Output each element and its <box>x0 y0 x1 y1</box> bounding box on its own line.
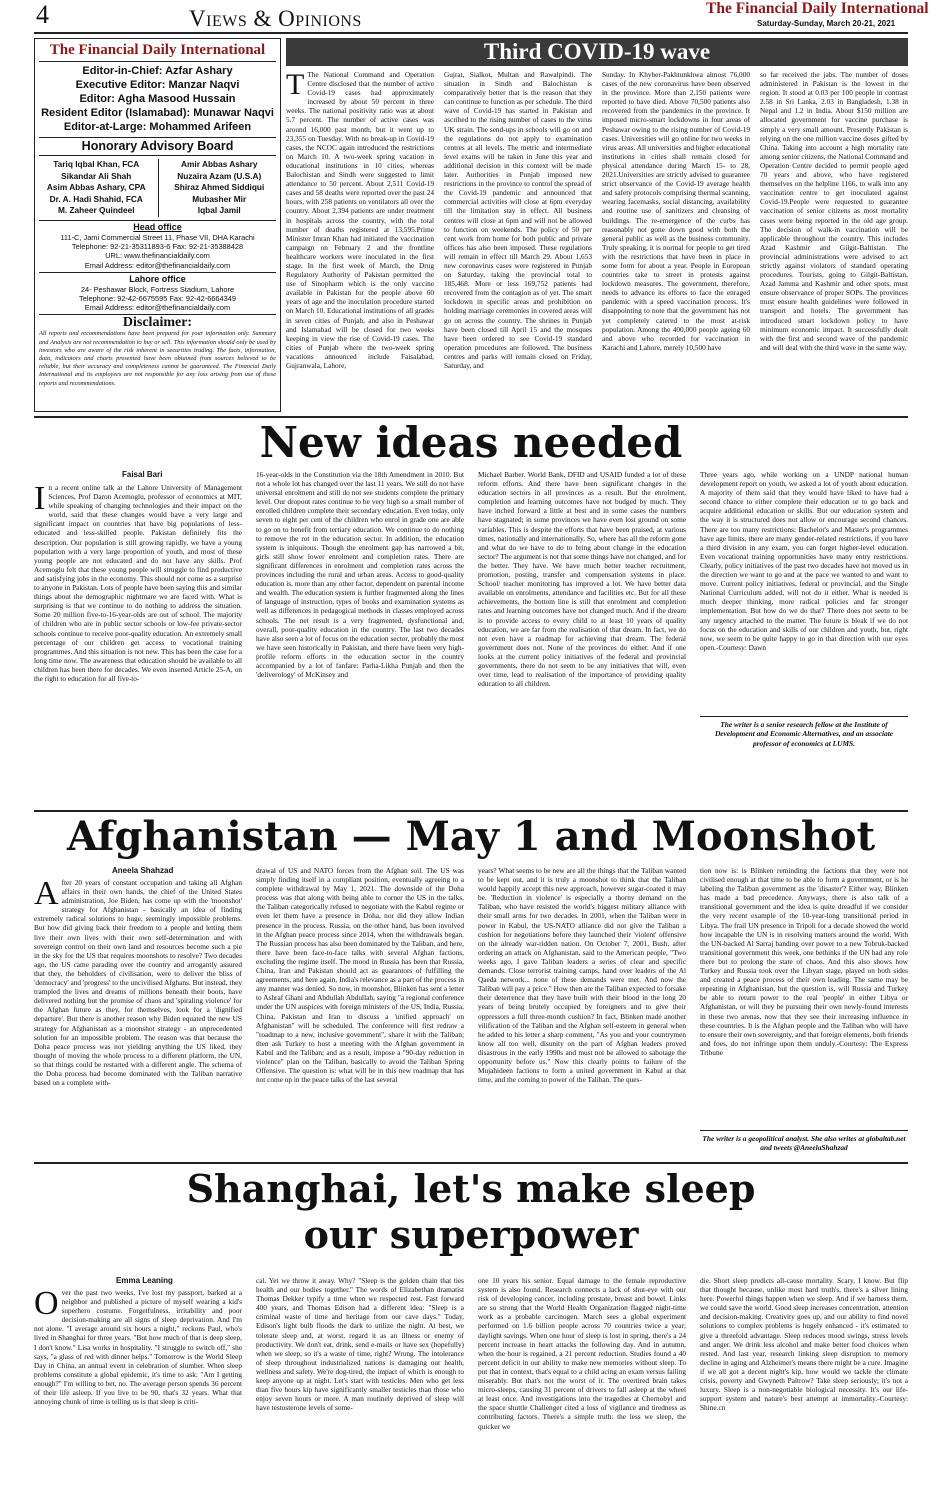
section-rule <box>34 1162 908 1164</box>
head-office-line: Telephone: 92-21-35311893-6 Fax: 92-21-35388428 <box>71 242 244 252</box>
article-headline: New ideas needed <box>259 418 683 467</box>
advisory-board <box>35 156 280 217</box>
board-member: Mubasher Mir <box>192 193 247 204</box>
article-headline-line-1: Shanghai, let's make sleep <box>186 1166 756 1211</box>
article-col-1: In a recent online talk at the Lahore University of Management Sciences, Prof Daron Acemoglu, professor of economics at MIT, while speaking of changing technologies and their impact on the world, said that these changes would have a very large and significant impact on countries that have big populations of less-educated and less-skilled people. Pakistan definitely fits the description. Our population is still growing rapidly, we have a young population with a very large proportion of youth, and most of these young people are not educated and do not have any skills. Prof Acemoglu felt that these young people will struggle to find productive and satisfying jobs in the economy. This should not come as a surprise to anyone in Pakistan. Lots of people have been saying this and similar things about the demographic nightmare we are faced with. What is surprising is that we continue to do nothing to address the situation. Some 20 million five-to-16-year-olds are out of school. The majority of children who are in public sector schools or low-fee private-sector schools continue to receive poor-quality education. An extremely small percentage of our children get access to vocational training programmes. And this situation is not new. This has been the case for a long time now. The awareness that education should be available to all children has been there for decades. We even inserted Article 25-A, on the right to education for all five-to- <box>34 483 242 683</box>
executive-editor: Executive Editor: Manzar Naqvi <box>75 79 240 91</box>
article-col-3: years? What seems to be new are all the things that the Taliban wanted to be kept out, and it is truly a moonshot to think that the Taliban would happily accept this new approach, however sugar-coated it may be. 'Reduction in violence' is especially a thorny demand on the Taliban, who have resisted the world's biggest military alliance with their small arms for two decades. In 2001, when the Taliban were in power in Kabul, the US-NATO alliance did not give the Taliban a cushion for negotiations before they launched their 'violent' offensive on the already war-ridden nation. On October 7, 2001, Bush, after ordering an attack on Afghanistan, said to the American people, "Two weeks ago, I gave Taliban leaders a series of clear and specific demands. Close terrorist training camps, hand over leaders of the Al Qaeda network... none of these demands were met. And now the Taliban will pay a price." How then are the Taliban expected to forsake their deterrence that they have built with their blood in the long 20 years of being brutely occupied by foreigners and to give their oppressors a full three-month cushion? In fact, Blinken made another vilification of the Taliban and the Afghan self-esteem in general when he added to his letter a sharp comment, "As you and your countrymen know all too well, disunity on the part of Afghan leaders proved disastrous in the early 1990s and must not be allowed to sabotage the opportunity before us." Now this clearly points to failure of the Mujahideen factions to form a united government in Kabul at that time, and the coming to power of the Taliban. The ques- <box>478 866 686 1085</box>
board-member: M. Zaheer Quindeel <box>57 205 135 216</box>
editorial-col-3: Sunday. In Khyber-Pakhtunkhwa almost 76,000 cases of the new coronavirus have been observed in the province. More than 2,150 patients were reported to have died. Above 70,500 patients also recovered from the pandemics in the province. It imposed micro-smart lockdowns in four areas of Peshawar owing to the rising number of Covid-19 cases. Universities will go online for two weeks in virus areas. All universities and higher educational institutions in cities shall remain closed for physical attendance during March 15- to 28, 2021.Universities are strictly advised to guarantee strict observance of the Covid-19 average health and safety protocols comprising thermal scanning, wearing facemasks, social distancing, availability and routine use of sanitizers and cleansing of buildings. The re-emergence of the curbs has reasonably not gone down good with both the general public as well as the business community. Truly speaking, it is normal for people to get tired with the restrictions that have been in place in some form for about a year. People in European countries take to street in protests against lockdown measures. The government, therefore, needs to advance its efforts to face the enraged pandemic with a speed vaccination process. It's disappointing to note that the government has not yet completely catered to the most at-risk population. Among the 400,000 people ageing 60 and above who recorded for vaccination in Karachi and Lahore, merely 10,500 have <box>602 70 750 352</box>
masthead-box <box>34 38 281 412</box>
disclaimer-text: All reports and recommendations have been prepared for your information only. Summary and Analysis are not recommendation to buy or sell. This information should only be used by investors who are aware of the risk inherent in securities trading. The facts, information, data, indicators and charts presented have been obtained from sources believed to be reliable, but their accuracy and completeness cannot be guaranteed. The Financial Daily International and its employees are not responsible for any loss arising from use of these reports and recommendations. <box>39 330 276 387</box>
head-office-line: 111-C, Jami Commercial Street 11, Phase VII, DHA Karachi <box>60 232 255 242</box>
article-col-1: After 20 years of constant occupation and taking all Afghan affairs in their own hands, the chief of the United States administration, Joe Biden, has come up with the 'moonshot' strategy for Afghanistan - basically an idea of finding extremely radical solutions to huge, seemingly impossible problems. But how did giving back their freedom to a people and letting them live their own lives with their own self-determination and with sovereign control on their own land and resources become such a pie in the sky for the US that requires moonshots to resolve? Two decades ago, the US came parading over the country and arrogantly assured that they, the beholders of civilisation, were to deliver the bliss of 'democracy' and 'progress' to the uncivilised Afghans. But instead, they trampled the lives and dreams of millions beneath their boots, have delivered nothing but the promise of chaos and 'spiraling violence' for the Afghan future as they, for themselves, look for a 'dignified departure'. But there is another reason why Biden equated the new US strategy for Afghanistan as a moonshot strategy - an unprecedented solution for an impossible problem. The reason was that because the Doha peace process was not yielding anything the US liked, they thought of moving the whole process to a different platform, the UN, so that things could be restarted with a different angle. The schema of the Doha process had become dominated with the Taliban narrative based on a complete with- <box>34 878 242 1088</box>
author-note: The writer is a geopolitical analyst. She also writes at globaltab.net and tweets @AneelaShahzad <box>700 1130 908 1153</box>
article-col-3: Michael Barber. World Bank, DFID and USAID funded a lot of these reform efforts. And there have been significant changes in the education sectors in all provinces as a result. But the enrolment, completion and learning outcomes have not budged by much. They have inched forward a little at best and in some cases the numbers have stagnated; in some provinces we have even lost ground on some variables. This is despite the efforts that have been praised, at various times, nationally and internationally. So, where has all the reform gone and what do we have to do to bring about change in the education sector? The argument is not that some things have not changed, and for the better. They have. We have much better teacher recruitment, promotion, posting, transfer and compensation systems in place. School/ teacher monitoring has improved a lot. We have better data available on enrolments, attendance and facilities etc. But for all these achievements, the bottom line is still that enrolment and completion rates and learning outcomes have not changed much. And if the dream is to provide access to every child to at least 10 years of quality education, we are far from the realisation of that dream. In fact, we do not even have a roadmap for achieving that dream. The federal government does not. None of the provinces do either. And if one looks at the current policy initiatives of the federal and provincial governments, there do not seem to be any initiatives that will, even over time, lead to realisation of the importance of providing quality education to all children. <box>478 470 686 689</box>
article-headline-line-2: our superpower <box>303 1212 639 1257</box>
header-rule <box>34 32 908 34</box>
board-member: Dr. A. Hadi Shahid, FCA <box>49 193 143 204</box>
article-col-3: one 10 years his senior. Equal damage to the female reproductive system is also found. Research connects a lack of shut-eye with our risk of developing cancer, including prostate, breast and bowel. Links are so strong that the World Health Organization flagged night-time work as a probable carcinogen. March sees a global experiment performed on 1.6 billion people across 70 countries twice a year; daylight savings. When one hour of sleep is lost in spring, there's a 24 percent increase in heart attacks the following day. And in autumn, when the hour is regained, a 21 percent reduction. Studies found a 40 percent deficit in our ability to make new memories without sleep. To put that in context, that's equal to a child acing an exam versus failing miserably. But that's not the worst of it. The overtired brain takes micro-sleeps, causing 31 percent of drivers to fall asleep at the wheel at least once. And investigations into the tragedies at Chernobyl and the space shuttle Challenger cited a loss of vigilance and tiredness as contributing factors. There's a simple truth: the less we sleep, the quicker we <box>478 1276 686 1431</box>
board-member: Sikandar Ali Shah <box>61 170 132 181</box>
lahore-office-email: Email Address: editor@thefinancialdaily.com <box>84 303 231 313</box>
article-byline: Emma Leaning <box>116 1276 173 1285</box>
lahore-office-title: Lahore office <box>129 273 186 284</box>
editorial-col-1: T The National Command and Operation Centre disclosed that the number of active Covid-19 cases had approximately increased by about 50 percent in three weeks. The national positivity ratio was at about 5.7 percent. The number of active cases was around 16,000 past month, but it went up to 23,355 on Tuesday. With no break-up in Covid-19 cases, the NCOC again introduced the restrictions on March 10. A two-week spring vacation in educational institutions in 10 cities, whereas Balochistan and Sindh were suggested to limit attendance to 50 percent. About 2,511 Covid-19 cases and 58 deaths were reported over the past 24 hours, with 258 patients on ventilators all over the country. About 2,394 patients are under treatment in hospitals across the country, with the total number of deaths registered at 13,595.Prime Minister Imran Khan had initiated the vaccination campaign on February 2 and the frontline healthcare workers were inoculated in the first stage. In the first week of March, the Drug Regulatory Authority of Pakistan permitted the use of Sinopharm which is the only vaccine available in Pakistan for the people above 60 years of age and the inoculation procedure started on March 10. Educational institutions of all grades in seven cities of Punjab, and also in Peshawar and Islamabad will be closed for two weeks keeping in view the rise of Covid-19 cases. The cities of Punjab where the two-week spring vacations announced include Faisalabad, Gujranwala, Lahore, <box>286 70 434 370</box>
head-office-title: Head office <box>133 221 182 232</box>
sidebar-paper-name: The Financial Daily International <box>49 42 266 58</box>
editorial-body <box>286 70 908 412</box>
issue-date: Saturday-Sunday, March 20-21, 2021 <box>757 19 896 28</box>
article-col-4: die. Short sleep predicts all-cause mortality. Scary, I know. But flip that thought because, unlike most hard truth's, there's a silver lining here. Powerful things happen when we sleep. And if we harness them, we could save the world. Good sleep increases concentration, attention and decision-making. Creativity goes up, and our ability to find novel solutions to complex problems is hugely enhanced - it's estimated to give a threefold advantage. Sleep reduces mood swings, stress levels and anger. We drink less alcohol and make better food choices when rested. And last year, research linking sleep disruption to memory decline in aging and Alzheimer's means there might be a cure. Imagine if we all got a decent night's kip, how would we tackle the climate crisis, poverty and Gwyneth Paltrow? Take sleep seriously; it's not a luxury. Sleep is a non-negotiable biological necessity. It's our life-support system and nature's best attempt at immortality.-Courtesy: Shine.cn <box>700 1276 908 1413</box>
author-note: The writer is a senior research fellow at the Institute of Development and Economic Alternatives, and an associate professor of economics at LUMS. <box>700 716 908 748</box>
section-title: Views & Opinions <box>189 6 362 31</box>
lahore-office-line: Telephone: 92-42-6675595 Fax: 92-42-6664349 <box>79 293 236 303</box>
editor-in-chief: Editor-in-Chief: Azfar Ashary <box>82 65 233 77</box>
advisory-board-title: Honorary Advisory Board <box>81 139 234 153</box>
head-office-email: Email Address: editor@thefinancialdaily.com <box>84 260 231 270</box>
board-member: Shiraz Ahmed Siddiqui <box>174 182 265 193</box>
article-byline: Faisal Bari <box>122 470 163 479</box>
editor-list <box>35 62 280 134</box>
lahore-office-line: 24- Peshawar Block, Fortress Stadium, Lahore <box>80 284 235 294</box>
editor-at-large: Editor-at-Large: Mohammed Arifeen <box>63 121 252 133</box>
editor: Editor: Agha Masood Hussain <box>79 93 236 105</box>
board-left-column <box>35 159 158 217</box>
head-office-url: URL: www.thefinancialdaily.com <box>105 251 210 261</box>
board-member: Asim Abbas Ashary, CPA <box>46 182 146 193</box>
editorial-col-4: so far received the jabs. The number of doses administered in Pakistan is the lowest in the region. It stood at 0.03 per 100 people in contrast 2.58 in Sri Lanka, 2.03 in Bangladesh, 1.38 in Nepal and 1.2 in India. About $150 million are allocated government for vaccine purchase is simply a very small amount. Presently Pakistan is relying on the one million vaccine doses gifted by China. Taking into account a high mortality rate among senior citizens, the National Command and Operation Centre decided to permit people aged 70 years and above, who have registered themselves on the helpline 1166, to walk into any vaccination centre to get inoculated against Covid-19.People were requested to guarantee vaccination of senior citizens as most mortality cases were being reported in the old age group. The decision of walk-in vaccination will be applicable throughout the country. This includes Azad Kashmir and Gilgit-Baltistan. The provincial administrations were advised to act strictly against violators of standard operating procedures. Tourists, going to Gilgit-Baltistan, Azad Jamma and Kashmir and other spots, must ensure observance of proper SOPs. The provinces must ensure health guidelines were followed in transport and hotels. The government has introduced smart lockdown policy to have minimum economic impact. It successfully dealt with the first and second wave of the pandemic and will deal with the third wave in the same way. <box>760 70 908 352</box>
board-member: Tariq Iqbal Khan, FCA <box>53 159 140 169</box>
board-right-column <box>158 159 281 217</box>
editorial-title: Third COVID-19 wave <box>483 39 711 64</box>
resident-editor: Resident Editor (Islamabad): Munawar Naqvi <box>41 107 274 119</box>
article-col-2: drawal of US and NATO forces from the Afghan soil. The US was simply finding itself in a compliant position, eventually agreeing to a complete withdrawal by May 1, 2021. The downside of the Doha process was that along with being able to corner the US in the talks, the Taliban categorically refused to negotiate with the Kabul regime or even let them have a presence in Doha, nor did they allow Indian presence in the process. Russia, on the other hand, has been involved in the Afghan peace process since 2014, when the withdrawals began. The Russian process has also been dominated by the Taliban, and here, there have been face-to-face talks with several Afghan factions, excluding the regime itself. The mood in Russia has been that Russia, China, Iran and Pakistan should act as guarantors of fulfilling the agreements, and here again, India's relevance as a part of the process in any manner was denied. So now, in moonshot, Blinken has sent a letter to Ashraf Ghani and Abdullah Abdullah, saying "a regional conference under the UN auspices with foreign ministers of the US, India, Russia, China, Pakistan and Iran to discuss a 'unified approach' on Afghanistan" will be scheduled. The conference will first redraw a "roadmap to a new, inclusive government", share it with the Taliban; then ask Turkey to host a meeting with the Afghan government in Kabul and the Taliban; and as a result, impose a "90-day reduction in violence" plan on the Taliban, basically to avoid the Taliban Spring Offensive. The question is: what will be in this new roadmap that has not come up in the peace talks of the last several <box>256 866 464 1085</box>
board-member: Amir Abbas Ashary <box>181 159 258 169</box>
article-col-2: 16-year-olds in the Constitution via the 18th Amendment in 2010. But not a whole lot has changed over the last 11 years. We still do not have universal enrolment and still do not see students complete the primary level. Our dropout rates continue to be very high so a small number of enrolled children complete their secondary education. Even today, only seven to eight per cent of the children who enrol in grade one are able to go on to benefit from tertiary education. We continue to do nothing to remove the rot in the education sector. In addition, the education system is iniquitous. Though the enrolment gap has narrowed a bit, girls still show lower enrolment and completion rates. There are significant differences in enrolment and completion rates across the provinces including the rural and urban areas. Access to good-quality education is, more than any other factor, dependent on parental income and wealth. The education system is further fragmented along the lines of language of instruction, types of books and examination systems as well as differences in pedagogical methods in classes employed across schools. The net result is a very fragmented, dysfunctional and, overall, poor-quality education in the country. The last two decades have also seen a lot of focus on the education sector, probably the most we have seen historically in Pakistan, and there have been very high-profile reform efforts in the education sector in the country accompanied by a lot of fanfare: Parha-Likha Punjab and then the 'deliverology' of McKinsey and <box>256 470 464 680</box>
disclaimer-title: Disclaimer: <box>122 315 193 331</box>
article-col-4: Three years ago, while working on a UNDP national human development report on youth, we asked a lot of youth about education. A majority of them said that they would have liked to have had a second chance to either complete their education or to go back and acquire additional education or skills. But our education system and the way it is structured does not allow or encourage second chances. There are too many restrictions: Bachelor's and Master's programmes have age limits, there are many gender-related restrictions, if you have a third division in any exam, you can forget higher-level education. Even vocational training opportunities have many entry restrictions. Clearly, policy initiatives of the past two decades have not moved us in the direction we want to go and at the pace we wanted to and want to move. Current policy initiatives, federal or provincial, and the Single National Curriculum added, will not do it either. What is needed is much deeper thinking, more radical policies and far stronger implementation. But how do we do that? There does not seem to be any urgency attached to the matter. The future is bleak if we do not focus on the education and skills of our children and youth, but, right now, we seem to be quite happy to go in that direction with our eyes open.-Courtesy: Dawn <box>700 470 908 652</box>
article-byline: Aneela Shahzad <box>112 866 174 875</box>
article-col-4: tion now is: is Blinken reminding the factions that they were not civilised enough at that time to be able to form a government, or is he labeling the Taliban government as the 'disaster'? Either way, Blinken has made a bad precedence. Anyways, there is also talk of a transitional government and the idea is quite dreadful if we consider the very recent example of the 10-year-long transitional period in Libya. The frail UN presence in Tripoli for a decade showed the world how incapable the UN is in resolving matters around the world. With the UN-backed Al Sarraj handing over power to a new Tobruk-backed transitional government this week, one bethinks if the UN had any role there but to prolong the state of chaos. And this also shows how Turkey and Russia took over the Libyan stage, played on both sides and created a peace process of their own leading. The same may be repeating in Afghanistan, but the question is, will Russia and Turkey be able to return power to the real 'people' in either Libya or Afghanistan, or will they be pursuing their own newly-found interests in these two arenas, now that they see their increasing influence in these countries. It is the Afghan people and the Taliban who will have to ensure their own sovereignty, and that foreign elements, both friends and foes, do not infringe upon them unduly.-Courtesy: The Express Tribune <box>700 866 908 1057</box>
board-member: Iqbal Jamil <box>197 205 241 216</box>
editorial-col-2: Gujrat, Sialkot, Multan and Rawalpindi. The situation in Sindh and Balochistan is comparatively better that is the reason that they can continue to function as per schedule. The third wave of Covid-19 has started in Pakistan and ascribed to the rising number of cases to the virus UK strain. The send-ups in schools will go on and the regulations do not apply to examination centres at all levels. The metric and intermediate level exams will be taken in June this year and additional decision in this context will be made later. Authorities in Punjab imposed new restrictions in the province to control the spread of the Covid-19 pandemic and announced that commercial activities will close at 6pm everyday till the limitation stay in effect. All business centres will close at 6pm and will not be allowed to function on weekends. The policy of 50 per cent work from home for both public and private offices has also been imposed. These regulations will remain in effect till March 29. About 1,653 new coronavirus cases were registered in Punjab on Saturday, taking the provincial total to 185,468. More or less 169,752 patients had recovered from the contagion as of yet. The smart lockdown in specific areas and prohibition on holding marriage ceremonies in covered areas will go on across the country. The shrines in Punjab have been closed till April 15 and the mosques have been ordered to see Covid-19 standard operation procedures are followed. The business centres and parks will remain closed on Friday, Saturday, and <box>444 70 592 370</box>
paper-name: The Financial Daily International <box>706 0 929 17</box>
article-col-2: cal. Yet we throw it away. Why? "Sleep is the golden chain that ties health and our bodies together." The words of Elizabethan dramatist Thomas Dekker typify a time when we respected rest. Fast forward 400 years, and Thomas Edison had a different idea: "Sleep is a criminal waste of time and heritage from our cave days." Today, Edison's light bulb floods the dark to utilize the night. At best, we tolerate sleep and, at worst, regard it as an illness or enemy of productivity. We don't eat, drink, send e-mails or have sex (hopefully) when we sleep, so it's a waste of time, right? Wrong. The intolerance of sleep throughout industrialized nations is damaging our health, wellness and safety. We're dog-tired, the impact of which is enough to keep anyone up at night. Let's start with testicles. Men who get less than five hours kip have significantly smaller testicles than those who enjoy seven hours or more. A man routinely deprived of sleep will have testosterone levels of some- <box>256 1276 464 1413</box>
editorial-title-bar <box>286 38 908 66</box>
page-number: 4 <box>36 0 49 29</box>
article-col-1: Over the past two weeks, I've lost my passport, barked at a neighbor and published a picture of myself wearing a kid's superhero costume. Forgetfulness, irritability and poor decision-making are all signs of sleep deprivation. And I'm not alone. "I average around six hours a night," reckons Paul, who's lived in Shanghai for three years. "But how much of that is deep sleep, I don't know." Lisa works in hospitality. "I struggle to switch off," she says, "a glass of red with dinner helps." Tomorrow is the World Sleep Day in China, an annual event in celebration of slumber. When sleep problems constitute a global epidemic, it's time to ask: "Am I getting enough?" I'm willing to bet, no. The average person spends 36 percent of their life asleep. If you live to be 90, that's 32 years. What that annoying chunk of time is telling us is that sleep is criti- <box>34 1288 242 1407</box>
article-headline: Afghanistan — May 1 and Moonshot <box>66 813 876 860</box>
board-member: Nuzaira Azam (U.S.A) <box>177 170 262 181</box>
page-header <box>0 0 945 33</box>
